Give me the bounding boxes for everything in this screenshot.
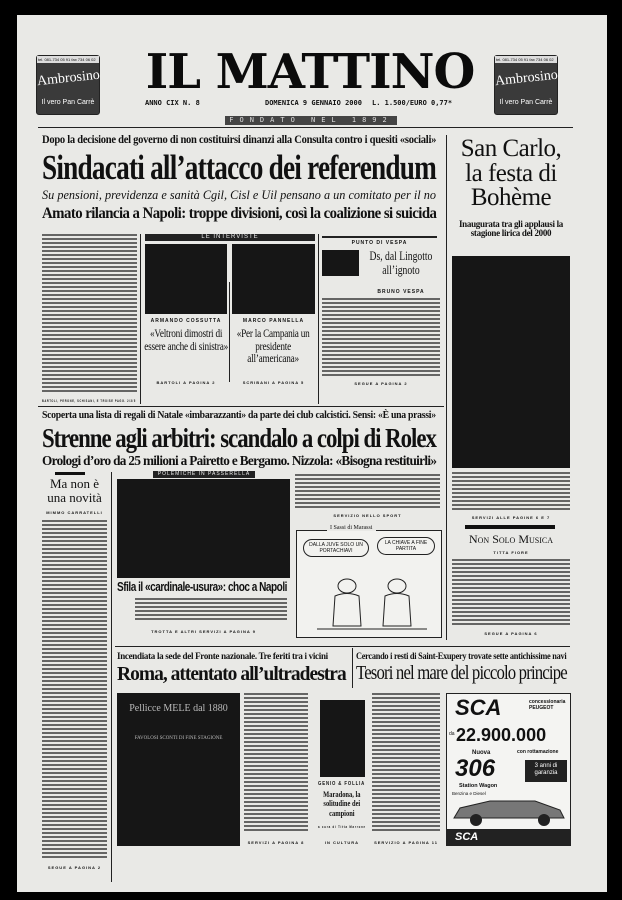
roma-body-text — [244, 693, 308, 833]
ad-tel: tel. 081-734 05 91 fax 734 06 02 — [37, 56, 99, 63]
boheme-photo — [452, 256, 570, 468]
ad-pellicce — [117, 693, 240, 846]
vespa-body-text — [322, 298, 440, 378]
ad-sca-dealer: concessionaria PEUGEOT — [529, 699, 566, 711]
ad-ambrosino-left — [36, 55, 100, 115]
ad-slogan: Il vero Pan Carrè — [499, 99, 553, 106]
follia-label: GENIO & FOLLIA — [318, 781, 366, 787]
tesori-body-text — [372, 693, 440, 833]
interview-quote: «Per la Campania un presidente all’americana» — [236, 326, 310, 366]
lead-body-text — [42, 234, 137, 394]
ad-ambrosino-right — [494, 55, 558, 115]
passerella-body-text — [135, 598, 287, 622]
interview-quote: «Veltroni dimostri di essere anche di sinistra» — [144, 326, 229, 353]
cartoon-figures — [317, 571, 427, 631]
interview-name: ARMANDO COSSUTTA — [150, 318, 222, 324]
issue-price: L. 1.500/EURO 0,77* — [372, 99, 453, 107]
follia-author: a cura di Titta Marrone — [318, 825, 366, 829]
ad-brand: Ambrosino — [494, 67, 559, 90]
lead-ref[interactable]: BARTOLI, PERONE, SCHISANI, E TROISE PAGG. 2/3/5 — [42, 398, 136, 403]
passerella-photo — [117, 479, 290, 578]
lead-headline: Sindacati all’attacco dei referendum — [42, 148, 437, 187]
cartoon — [296, 525, 442, 638]
ad-tel: tel. 081-734 05 91 fax 734 06 02 — [495, 56, 557, 63]
ad-sca-warranty: 3 anni di garanzia — [525, 760, 567, 782]
ad-sca-model: 306 — [455, 755, 496, 782]
musica-author: TITTA FIORE — [493, 550, 529, 555]
roma-kicker: Incendiata la sede del Fronte nazionale. Tre feriti tra i vicini — [117, 651, 328, 661]
lead-subhead: Su pensioni, previdenza e sanità Cgil, Cisl e Uil pensano a un comitato per il no — [42, 188, 436, 202]
rolex-ref[interactable]: SERVIZIO NELLO SPORT — [333, 513, 402, 518]
vespa-author: BRUNO VESPA — [377, 289, 425, 295]
ad-sca-price: 22.900.000 — [456, 725, 547, 745]
novita-body-text — [42, 520, 107, 860]
ad-pellicce-title: Pellicce MELE dal 1880 — [129, 703, 228, 714]
ad-sca-model-label: Nuova — [472, 750, 491, 756]
rolex-kicker: Scoperta una lista di regali di Natale «imbarazzanti» da parte dei club calcistici. Sensi: «È una prassi» — [42, 410, 436, 421]
roma-ref[interactable]: SERVIZI A PAGINA 8 — [247, 840, 305, 845]
sancarlo-headline: San Carlo, la festa di Bohème — [460, 135, 562, 211]
lead-kicker: Dopo la decisione del governo di non costituirsi dinanzi alla Consulta contro i quesiti «sociali» — [42, 134, 437, 146]
rolex-subhead: Orologi d’oro da 25 milioni a Pairetto e Bergamo. Nizzola: «Bisogna restituirli» — [42, 454, 437, 469]
tesori-ref[interactable]: SERVIZIO A PAGINA 11 — [374, 840, 438, 845]
issue-number: ANNO CIX N. 8 — [145, 99, 200, 107]
passerella-ref[interactable]: TROTTA E ALTRI SERVIZI A PAGINA 9 — [151, 629, 256, 634]
ad-sca — [446, 693, 571, 846]
novita-author: MIMMO CARRATELLI — [46, 510, 103, 515]
musica-body-text — [452, 559, 570, 625]
speech-bubble: DALLA JUVE SOLO UN PORTACHIAVI — [303, 539, 369, 557]
vespa-ref[interactable]: SEGUE A PAGINA 2 — [354, 381, 408, 386]
sancarlo-subhead: Inaugurata tra gli applausi la stagione lirica del 2000 — [458, 219, 564, 239]
tesori-kicker: Cercando i resti di Saint-Exupery trovate sette antichissime navi — [356, 651, 567, 661]
musica-headline: Non Solo Musica — [468, 532, 553, 546]
vespa-headline: Ds, dal Lingotto all’ignoto — [369, 248, 433, 277]
vespa-label: PUNTO DI VESPA — [322, 236, 437, 246]
follia-ref[interactable]: IN CULTURA — [324, 840, 360, 845]
ad-brand: Ambrosino — [36, 67, 101, 90]
passerella-label: POLEMICHE IN PASSERELLA — [153, 471, 255, 478]
rolex-body-text — [295, 474, 440, 508]
pannella-photo — [232, 244, 315, 314]
lead-subhead-2: Amato rilancia a Napoli: troppe divisioni, così la coalizione si suicida — [42, 205, 437, 222]
cossutta-photo — [145, 244, 227, 314]
ad-sca-variant: Station Wagon — [459, 783, 498, 789]
car-icon — [450, 798, 568, 828]
maradona-photo — [320, 700, 365, 777]
ad-slogan: Il vero Pan Carrè — [41, 99, 95, 106]
ad-sca-price-prefix: da — [449, 731, 455, 737]
novita-ref[interactable]: SEGUE A PAGINA 2 — [47, 865, 102, 870]
sancarlo-body-text — [452, 472, 570, 512]
follia-headline: Maradona, la solitudine dei campioni — [323, 789, 361, 818]
tesori-headline: Tesori nel mare del piccolo principe — [356, 662, 567, 684]
musica-ref[interactable]: SEGUE A PAGINA 6 — [484, 631, 538, 636]
founded-bar: FONDATO NEL 1892 — [225, 116, 397, 125]
divider — [465, 525, 555, 529]
ad-pellicce-line: FAVOLOSI SCONTI DI FINE STAGIONE — [134, 736, 223, 741]
ad-sca-logo: SCA — [455, 695, 502, 720]
rolex-headline: Strenne agli arbitri: scandalo a colpi di Rolex — [42, 423, 436, 453]
cartoon-title: I Sassi di Marassi — [327, 525, 376, 531]
masthead-logo: IL MATTINO — [145, 44, 475, 100]
speech-bubble: LA CHIAVE A FINE PARTITA — [377, 537, 435, 555]
ad-sca-rottamazione: con rottamazione — [517, 749, 559, 755]
ad-sca-fuel: Benzina e Diesel — [452, 791, 486, 796]
interview-name: MARCO PANNELLA — [242, 318, 305, 324]
sancarlo-ref[interactable]: SERVIZI ALLE PAGINE 6 E 7 — [471, 515, 551, 520]
roma-headline: Roma, attentato all’ultradestra — [117, 663, 346, 685]
novita-headline: Ma non è una novità — [47, 476, 102, 506]
ad-sca-footer: SCA — [447, 829, 570, 845]
interview-ref[interactable]: SCRIBANI A PAGINA 5 — [242, 380, 305, 385]
passerella-headline: Sfila il «cardinale-usura»: choc a Napoli — [117, 580, 287, 594]
interview-ref[interactable]: BARTOLI A PAGINA 2 — [156, 380, 216, 385]
vespa-photo — [322, 250, 359, 276]
interviews-label: LE INTERVISTE — [145, 234, 315, 241]
issue-date: DOMENICA 9 GENNAIO 2000 — [265, 99, 362, 107]
